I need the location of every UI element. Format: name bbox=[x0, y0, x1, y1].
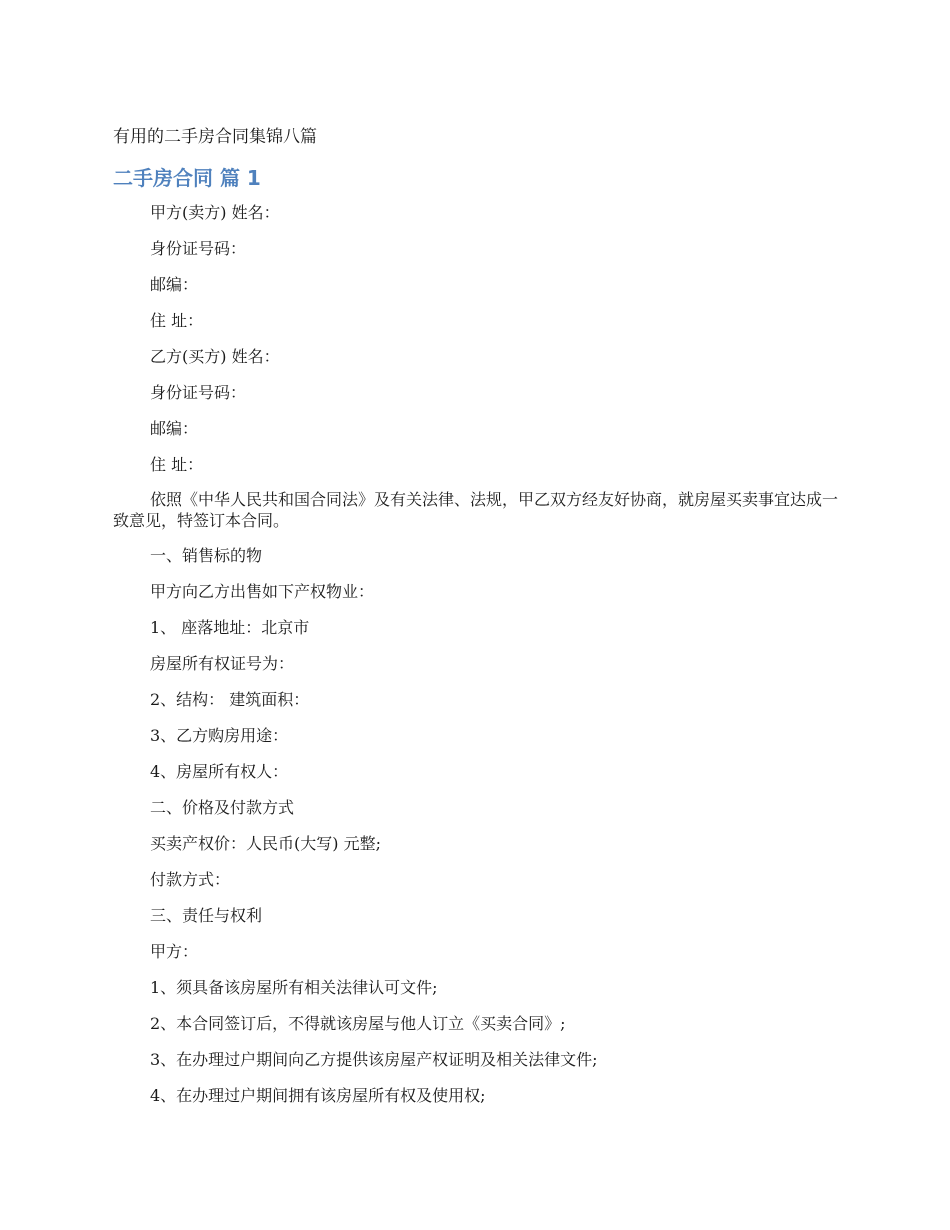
clause-heading-subject: 一、销售标的物 bbox=[150, 546, 263, 565]
clause-item: 4、房屋所有权人： bbox=[150, 762, 289, 781]
seller-id-line: 身份证号码： bbox=[150, 239, 247, 258]
clause-heading-price: 二、价格及付款方式 bbox=[150, 798, 295, 817]
clause-text: 买卖产权价：人民币(大写) 元整; bbox=[150, 834, 381, 853]
seller-postcode-line: 邮编： bbox=[150, 275, 199, 294]
clause-text: 甲方向乙方出售如下产权物业： bbox=[150, 582, 375, 601]
buyer-postcode-line: 邮编： bbox=[150, 419, 199, 438]
buyer-name-line: 乙方(买方) 姓名： bbox=[150, 347, 280, 366]
preamble-paragraph: 依照《中华人民共和国合同法》及有关法律、法规，甲乙双方经友好协商，就房屋买卖事宜达成一致意见，特签订本合同。 bbox=[113, 490, 839, 530]
clause-item: 1、 座落地址：北京市 bbox=[150, 618, 310, 637]
clause-item: 2、本合同签订后，不得就该房屋与他人订立《买卖合同》; bbox=[150, 1014, 566, 1033]
buyer-address-line: 住 址： bbox=[150, 455, 204, 474]
clause-item: 1、须具备该房屋所有相关法律认可文件; bbox=[150, 978, 438, 997]
document-title: 有用的二手房合同集锦八篇 bbox=[113, 127, 317, 147]
party-a-label: 甲方： bbox=[150, 942, 199, 961]
clause-item: 4、在办理过户期间拥有该房屋所有权及使用权; bbox=[150, 1086, 486, 1105]
clause-item: 2、结构： 建筑面积： bbox=[150, 690, 310, 709]
seller-address-line: 住 址： bbox=[150, 311, 204, 330]
seller-name-line: 甲方(卖方) 姓名： bbox=[150, 203, 280, 222]
clause-item: 3、乙方购房用途： bbox=[150, 726, 289, 745]
clause-text: 房屋所有权证号为： bbox=[150, 654, 295, 673]
buyer-id-line: 身份证号码： bbox=[150, 383, 247, 402]
section-heading: 二手房合同 篇 1 bbox=[113, 166, 261, 190]
document-body bbox=[113, 201, 840, 1120]
clause-item: 3、在办理过户期间向乙方提供该房屋产权证明及相关法律文件; bbox=[150, 1050, 598, 1069]
clause-heading-rights: 三、责任与权利 bbox=[150, 906, 263, 925]
clause-text: 付款方式： bbox=[150, 870, 231, 889]
